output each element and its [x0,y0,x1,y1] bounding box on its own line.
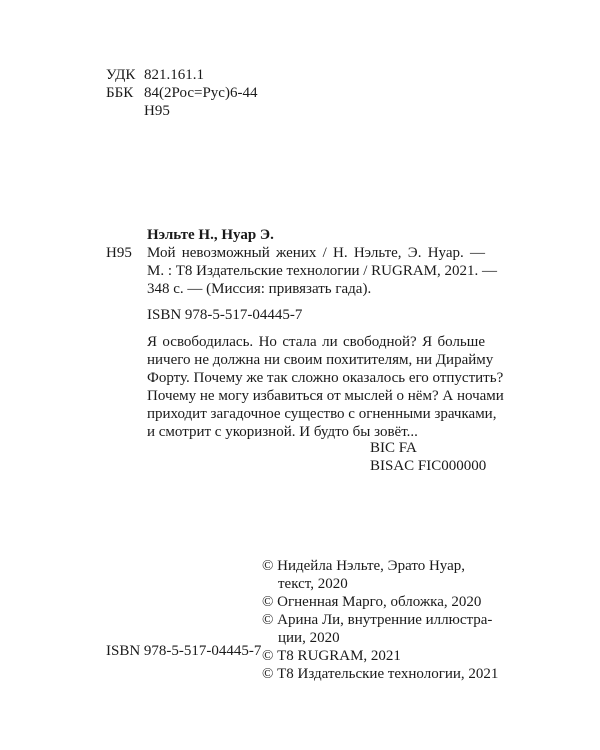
bic-code: BIC FA [370,440,417,456]
udk-label: УДК [106,67,136,83]
biblio-line: М. : Т8 Издательские технологии / RUGRAM, 2021. — [147,263,498,279]
bbk-label: ББК [106,85,134,101]
copyright-line: © Нидейла Нэльте, Эрато Нуар, [262,558,466,574]
annotation-line: Форту. Почему же так сложно оказалось его отпустить? [147,370,504,386]
author-heading: Нэльте Н., Нуар Э. [147,227,274,243]
copyright-line: © Т8 RUGRAM, 2021 [262,648,401,664]
subject-codes [370,439,486,475]
udk-value: 821.161.1 [144,67,204,83]
copyright-line: © Т8 Издательские технологии, 2021 [262,666,499,682]
copyright-line: © Огненная Марго, обложка, 2020 [262,594,482,610]
copyright-line: ции, 2020 [278,630,340,646]
annotation-line: приходит загадочное существо с огненными зрачками, [147,406,497,422]
author-mark-left: Н95 [106,245,132,261]
bbk-value: 84(2Рос=Рус)6-44 [144,85,258,101]
bibliographic-description [147,244,498,298]
annotation-line: ничего не должна ни своим похитителям, ни Дирайму [147,352,494,368]
isbn-top: ISBN 978-5-517-04445-7 [147,307,303,323]
bisac-code: BISAC FIC000000 [370,458,487,474]
copyright-line: © Арина Ли, внутренние иллюстра- [262,612,493,628]
isbn-bottom: ISBN 978-5-517-04445-7 [106,643,262,659]
classification-codes [106,66,257,120]
copyright-block [262,557,498,683]
author-mark: Н95 [144,103,170,119]
biblio-line: 348 с. — (Миссия: привязать гада). [147,281,372,297]
annotation-line: и смотрит с укоризной. И будто бы зовёт... [147,424,418,440]
annotation-line: Почему не могу избавиться от мыслей о нём? А ночами [147,388,504,404]
annotation [147,333,504,441]
annotation-line: Я освободилась. Но стала ли свободной? Я больше [147,334,485,350]
copyright-line: текст, 2020 [278,576,348,592]
biblio-line: Мой невозможный жених / Н. Нэльте, Э. Нуар. — [147,245,485,261]
